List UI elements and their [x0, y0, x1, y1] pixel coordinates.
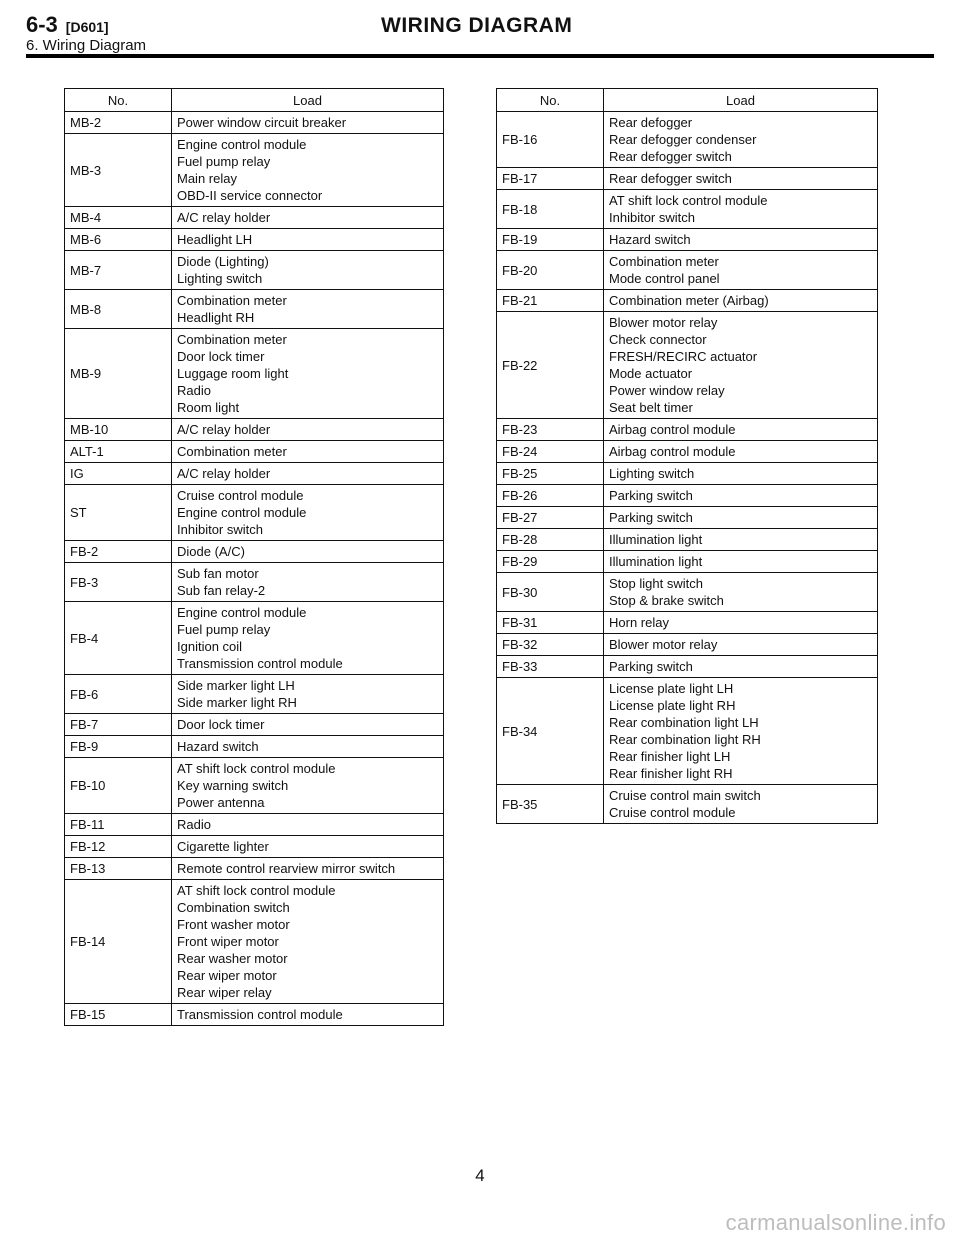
- table-row: [65, 441, 444, 463]
- load-item: Rear defogger switch: [609, 149, 732, 164]
- load-item: OBD-II service connector: [177, 188, 323, 203]
- table-row: [65, 1004, 444, 1026]
- load-item: FRESH/RECIRC actuator: [609, 349, 758, 364]
- load-item: Rear finisher light RH: [609, 766, 733, 781]
- load-item: Sub fan relay-2: [177, 583, 266, 598]
- load-item: Front washer motor: [177, 917, 290, 932]
- load-item: Rear combination light LH: [609, 715, 759, 730]
- load-cell: [604, 419, 878, 441]
- table-row: [497, 485, 878, 507]
- fuse-number-cell: FB-30: [497, 573, 604, 612]
- fuse-number-cell: FB-33: [497, 656, 604, 678]
- table-row: [65, 229, 444, 251]
- table-row: [497, 634, 878, 656]
- table-row: [497, 229, 878, 251]
- load-cell: [172, 290, 444, 329]
- column-header-load: Load: [604, 89, 878, 112]
- load-item: Power window circuit breaker: [177, 115, 347, 130]
- table-row: [497, 251, 878, 290]
- load-item: Rear wiper motor: [177, 968, 277, 983]
- load-item: Remote control rearview mirror switch: [177, 861, 396, 876]
- table-row: [497, 312, 878, 419]
- load-item: Lighting switch: [609, 466, 695, 481]
- load-cell: [604, 507, 878, 529]
- load-item: Parking switch: [609, 510, 693, 525]
- load-item: Cruise control main switch: [609, 788, 761, 803]
- load-item: Hazard switch: [177, 739, 259, 754]
- table-row: [65, 419, 444, 441]
- load-item: AT shift lock control module: [609, 193, 768, 208]
- load-item: Main relay: [177, 171, 237, 186]
- table-row: [497, 463, 878, 485]
- table-row: [497, 190, 878, 229]
- load-item: Door lock timer: [177, 717, 265, 732]
- load-item: A/C relay holder: [177, 210, 271, 225]
- load-item: Engine control module: [177, 137, 307, 152]
- table-row: [65, 329, 444, 419]
- fuse-number-cell: FB-11: [65, 814, 172, 836]
- load-cell: [172, 485, 444, 541]
- load-item: Rear wiper relay: [177, 985, 272, 1000]
- load-cell: [172, 736, 444, 758]
- load-cell: [172, 858, 444, 880]
- load-item: Engine control module: [177, 605, 307, 620]
- table-row: [65, 814, 444, 836]
- load-cell: [604, 229, 878, 251]
- fuse-number-cell: ALT-1: [65, 441, 172, 463]
- load-cell: [172, 836, 444, 858]
- load-item: Combination meter (Airbag): [609, 293, 769, 308]
- load-cell: [604, 551, 878, 573]
- load-cell: [604, 463, 878, 485]
- load-cell: [172, 563, 444, 602]
- load-cell: [604, 485, 878, 507]
- load-item: Front wiper motor: [177, 934, 279, 949]
- fuse-number-cell: MB-10: [65, 419, 172, 441]
- table-row: [65, 207, 444, 229]
- load-cell: [172, 1004, 444, 1026]
- table-row: [497, 612, 878, 634]
- load-item: Horn relay: [609, 615, 669, 630]
- table-header-row: [497, 89, 878, 112]
- fuse-number-cell: IG: [65, 463, 172, 485]
- table-row: [65, 758, 444, 814]
- load-item: Parking switch: [609, 488, 693, 503]
- load-cell: [172, 541, 444, 563]
- load-item: Diode (A/C): [177, 544, 245, 559]
- fuse-number-cell: ST: [65, 485, 172, 541]
- fuse-number-cell: FB-21: [497, 290, 604, 312]
- load-item: Luggage room light: [177, 366, 289, 381]
- fuse-number-cell: MB-7: [65, 251, 172, 290]
- load-item: Airbag control module: [609, 444, 736, 459]
- fuse-number-cell: FB-13: [65, 858, 172, 880]
- fuse-number-cell: FB-15: [65, 1004, 172, 1026]
- table-row: [65, 134, 444, 207]
- load-item: Mode control panel: [609, 271, 720, 286]
- fuse-number-cell: FB-19: [497, 229, 604, 251]
- load-cell: [604, 573, 878, 612]
- fuse-number-cell: MB-8: [65, 290, 172, 329]
- table-row: [497, 551, 878, 573]
- load-item: Inhibitor switch: [177, 522, 263, 537]
- load-item: Illumination light: [609, 532, 703, 547]
- load-item: License plate light LH: [609, 681, 734, 696]
- table-row: [65, 541, 444, 563]
- load-cell: [172, 134, 444, 207]
- table-row: [497, 529, 878, 551]
- table-row: [65, 112, 444, 134]
- page-title: WIRING DIAGRAM: [381, 14, 573, 37]
- table-row: [497, 419, 878, 441]
- wiring-table-left: [64, 88, 444, 1026]
- load-cell: [604, 312, 878, 419]
- table-row: [65, 880, 444, 1004]
- load-item: Blower motor relay: [609, 315, 718, 330]
- load-cell: [172, 112, 444, 134]
- load-item: Fuel pump relay: [177, 154, 271, 169]
- table-row: [497, 507, 878, 529]
- load-cell: [172, 814, 444, 836]
- load-cell: [604, 656, 878, 678]
- table-row: [65, 675, 444, 714]
- load-cell: [172, 463, 444, 485]
- load-item: AT shift lock control module: [177, 883, 336, 898]
- load-item: Ignition coil: [177, 639, 243, 654]
- column-header-no: No.: [497, 89, 604, 112]
- fuse-number-cell: FB-28: [497, 529, 604, 551]
- load-cell: [172, 602, 444, 675]
- fuse-number-cell: FB-16: [497, 112, 604, 168]
- load-cell: [172, 675, 444, 714]
- column-header-no: No.: [65, 89, 172, 112]
- load-item: Mode actuator: [609, 366, 693, 381]
- fuse-number-cell: FB-14: [65, 880, 172, 1004]
- load-item: Engine control module: [177, 505, 307, 520]
- table-row: [497, 678, 878, 785]
- load-item: Cigarette lighter: [177, 839, 269, 854]
- load-cell: [604, 290, 878, 312]
- load-item: Radio: [177, 817, 211, 832]
- page-header: [26, 12, 934, 56]
- fuse-number-cell: MB-6: [65, 229, 172, 251]
- fuse-number-cell: FB-3: [65, 563, 172, 602]
- load-cell: [172, 251, 444, 290]
- fuse-number-cell: FB-31: [497, 612, 604, 634]
- column-header-load: Load: [172, 89, 444, 112]
- section-code: [26, 12, 109, 38]
- fuse-number-cell: FB-23: [497, 419, 604, 441]
- load-item: A/C relay holder: [177, 466, 271, 481]
- load-item: Stop & brake switch: [609, 593, 724, 608]
- table-row: [65, 836, 444, 858]
- table-row: [65, 563, 444, 602]
- page-number: 4: [475, 1166, 485, 1185]
- fuse-number-cell: FB-4: [65, 602, 172, 675]
- fuse-number-cell: FB-34: [497, 678, 604, 785]
- table-row: [497, 785, 878, 824]
- fuse-number-cell: MB-2: [65, 112, 172, 134]
- fuse-number-cell: FB-29: [497, 551, 604, 573]
- table-row: [65, 602, 444, 675]
- load-cell: [604, 529, 878, 551]
- table-row: [65, 485, 444, 541]
- fuse-number-cell: FB-20: [497, 251, 604, 290]
- load-cell: [604, 612, 878, 634]
- load-item: Rear combination light RH: [609, 732, 761, 747]
- load-item: Combination switch: [177, 900, 290, 915]
- table-row: [497, 168, 878, 190]
- load-cell: [172, 880, 444, 1004]
- fuse-number-cell: FB-27: [497, 507, 604, 529]
- load-item: Power antenna: [177, 795, 265, 810]
- section-number: 6-3: [26, 12, 58, 37]
- load-cell: [172, 758, 444, 814]
- load-item: Cruise control module: [609, 805, 736, 820]
- load-item: Headlight RH: [177, 310, 255, 325]
- load-item: Check connector: [609, 332, 707, 347]
- watermark: carmanualsonline.info: [725, 1210, 946, 1235]
- load-item: Cruise control module: [177, 488, 304, 503]
- load-cell: [172, 207, 444, 229]
- load-item: Rear washer motor: [177, 951, 288, 966]
- load-item: Fuel pump relay: [177, 622, 271, 637]
- load-cell: [604, 112, 878, 168]
- fuse-number-cell: MB-4: [65, 207, 172, 229]
- fuse-number-cell: FB-2: [65, 541, 172, 563]
- load-item: Blower motor relay: [609, 637, 718, 652]
- load-item: Lighting switch: [177, 271, 263, 286]
- fuse-number-cell: FB-12: [65, 836, 172, 858]
- load-item: License plate light RH: [609, 698, 736, 713]
- fuse-number-cell: MB-9: [65, 329, 172, 419]
- header-rule: [26, 54, 934, 58]
- load-item: Rear defogger switch: [609, 171, 732, 186]
- load-cell: [172, 714, 444, 736]
- fuse-number-cell: FB-17: [497, 168, 604, 190]
- table-row: [65, 463, 444, 485]
- table-row: [65, 251, 444, 290]
- table-header-row: [65, 89, 444, 112]
- fuse-number-cell: FB-10: [65, 758, 172, 814]
- fuse-number-cell: FB-7: [65, 714, 172, 736]
- load-item: Transmission control module: [177, 1007, 343, 1022]
- load-item: Inhibitor switch: [609, 210, 695, 225]
- load-item: Transmission control module: [177, 656, 343, 671]
- fuse-number-cell: FB-24: [497, 441, 604, 463]
- load-item: Power window relay: [609, 383, 725, 398]
- fuse-number-cell: FB-18: [497, 190, 604, 229]
- fuse-number-cell: FB-22: [497, 312, 604, 419]
- load-item: Side marker light RH: [177, 695, 297, 710]
- load-cell: [604, 251, 878, 290]
- load-cell: [604, 634, 878, 656]
- load-item: Parking switch: [609, 659, 693, 674]
- load-item: Diode (Lighting): [177, 254, 269, 269]
- load-cell: [172, 419, 444, 441]
- wiring-table-right: [496, 88, 878, 824]
- table-row: [65, 736, 444, 758]
- fuse-number-cell: FB-25: [497, 463, 604, 485]
- load-item: Combination meter: [177, 332, 287, 347]
- load-item: Rear defogger: [609, 115, 693, 130]
- section-ref: [D601]: [65, 19, 109, 35]
- table-row: [497, 441, 878, 463]
- load-item: Sub fan motor: [177, 566, 259, 581]
- table-row: [497, 656, 878, 678]
- load-item: Door lock timer: [177, 349, 265, 364]
- fuse-number-cell: FB-6: [65, 675, 172, 714]
- load-cell: [604, 678, 878, 785]
- load-item: Rear defogger condenser: [609, 132, 757, 147]
- load-item: AT shift lock control module: [177, 761, 336, 776]
- fuse-number-cell: FB-32: [497, 634, 604, 656]
- load-item: Side marker light LH: [177, 678, 295, 693]
- load-item: Key warning switch: [177, 778, 289, 793]
- load-cell: [172, 329, 444, 419]
- table-row: [497, 290, 878, 312]
- table-row: [497, 112, 878, 168]
- load-item: Hazard switch: [609, 232, 691, 247]
- fuse-number-cell: FB-35: [497, 785, 604, 824]
- load-cell: [172, 229, 444, 251]
- load-cell: [172, 441, 444, 463]
- section-subtitle: 6. Wiring Diagram: [26, 37, 147, 54]
- load-cell: [604, 168, 878, 190]
- fuse-number-cell: FB-9: [65, 736, 172, 758]
- table-row: [65, 858, 444, 880]
- load-item: Rear finisher light LH: [609, 749, 731, 764]
- load-cell: [604, 441, 878, 463]
- load-item: Illumination light: [609, 554, 703, 569]
- load-cell: [604, 785, 878, 824]
- load-item: Combination meter: [177, 293, 287, 308]
- table-row: [65, 714, 444, 736]
- fuse-number-cell: MB-3: [65, 134, 172, 207]
- table-row: [65, 290, 444, 329]
- fuse-number-cell: FB-26: [497, 485, 604, 507]
- load-item: Stop light switch: [609, 576, 703, 591]
- load-item: Seat belt timer: [609, 400, 693, 415]
- load-item: Room light: [177, 400, 240, 415]
- table-row: [497, 573, 878, 612]
- load-item: Combination meter: [177, 444, 287, 459]
- load-item: Headlight LH: [177, 232, 253, 247]
- load-item: Combination meter: [609, 254, 719, 269]
- load-item: A/C relay holder: [177, 422, 271, 437]
- load-item: Airbag control module: [609, 422, 736, 437]
- load-item: Radio: [177, 383, 211, 398]
- load-cell: [604, 190, 878, 229]
